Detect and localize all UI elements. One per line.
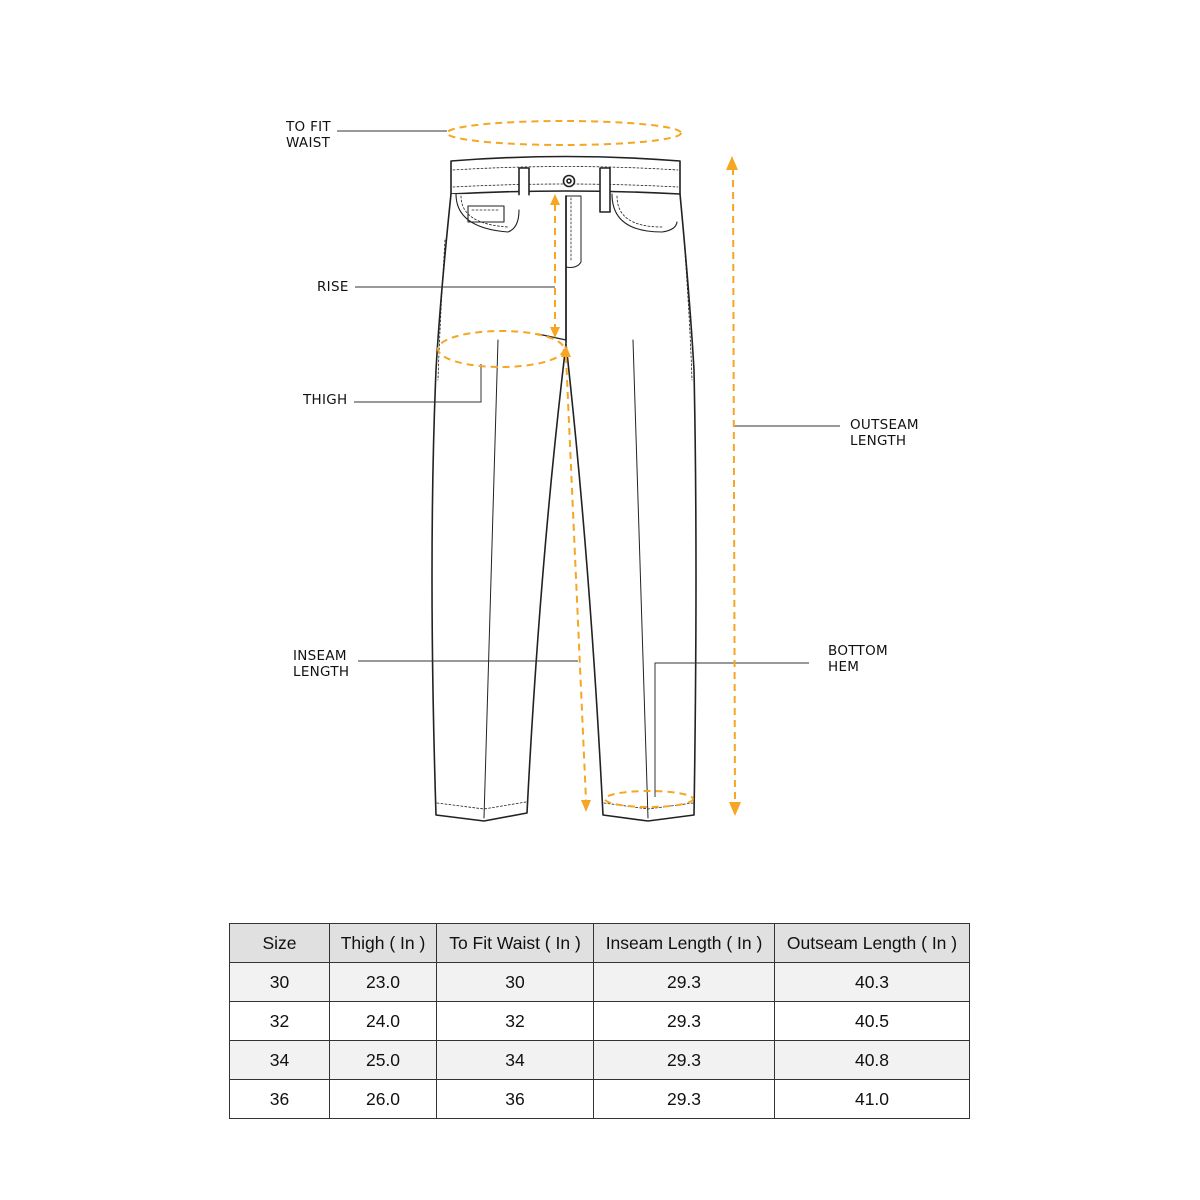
- cell-thigh: 24.0: [330, 1002, 437, 1041]
- cell-size: 32: [230, 1002, 330, 1041]
- label-waist-line1: TO FIT: [286, 119, 331, 135]
- label-waist-line2: WAIST: [286, 135, 331, 151]
- cell-inseam: 29.3: [594, 963, 775, 1002]
- label-waist: [286, 119, 331, 151]
- cell-outseam: 41.0: [775, 1080, 970, 1119]
- size-chart-table: [229, 923, 970, 1119]
- header-waist: To Fit Waist ( In ): [437, 924, 594, 963]
- label-outseam: [850, 417, 919, 449]
- cell-size: 34: [230, 1041, 330, 1080]
- label-inseam-line1: INSEAM: [293, 648, 347, 664]
- cell-thigh: 23.0: [330, 963, 437, 1002]
- pants-outline-icon: [432, 157, 696, 822]
- label-outseam-line1: OUTSEAM: [850, 417, 919, 433]
- cell-waist: 36: [437, 1080, 594, 1119]
- cell-inseam: 29.3: [594, 1080, 775, 1119]
- label-inseam-line2: LENGTH: [293, 664, 350, 680]
- cell-inseam: 29.3: [594, 1041, 775, 1080]
- label-rise-text: RISE: [317, 279, 349, 295]
- cell-outseam: 40.3: [775, 963, 970, 1002]
- table-row: [230, 1080, 970, 1119]
- outseam-arrow-line: [733, 168, 735, 804]
- label-hem-line2: HEM: [828, 659, 860, 675]
- table-row: [230, 1002, 970, 1041]
- cell-waist: 32: [437, 1002, 594, 1041]
- cell-size: 36: [230, 1080, 330, 1119]
- header-thigh: Thigh ( In ): [330, 924, 437, 963]
- cell-outseam: 40.5: [775, 1002, 970, 1041]
- cell-thigh: 25.0: [330, 1041, 437, 1080]
- table-header: [230, 924, 970, 963]
- table-row: [230, 963, 970, 1002]
- cell-waist: 30: [437, 963, 594, 1002]
- table-header-row: [230, 924, 970, 963]
- label-rise: [317, 279, 349, 295]
- header-size: Size: [230, 924, 330, 963]
- label-thigh: [303, 392, 348, 408]
- label-outseam-line2: LENGTH: [850, 433, 907, 449]
- table-row: [230, 1041, 970, 1080]
- cell-outseam: 40.8: [775, 1041, 970, 1080]
- arrow-down-icon: [729, 802, 741, 816]
- cell-size: 30: [230, 963, 330, 1002]
- cell-inseam: 29.3: [594, 1002, 775, 1041]
- button-icon: [564, 176, 575, 187]
- label-hem: [828, 643, 888, 675]
- label-inseam: [293, 648, 349, 680]
- header-outseam: Outseam Length ( In ): [775, 924, 970, 963]
- label-hem-line1: BOTTOM: [828, 643, 888, 659]
- waist-ellipse: [447, 121, 681, 145]
- label-thigh-text: THIGH: [303, 392, 348, 408]
- arrow-up-icon: [726, 156, 738, 170]
- table-body: [230, 963, 970, 1119]
- cell-thigh: 26.0: [330, 1080, 437, 1119]
- cell-waist: 34: [437, 1041, 594, 1080]
- arrow-down-icon: [581, 800, 591, 812]
- header-inseam: Inseam Length ( In ): [594, 924, 775, 963]
